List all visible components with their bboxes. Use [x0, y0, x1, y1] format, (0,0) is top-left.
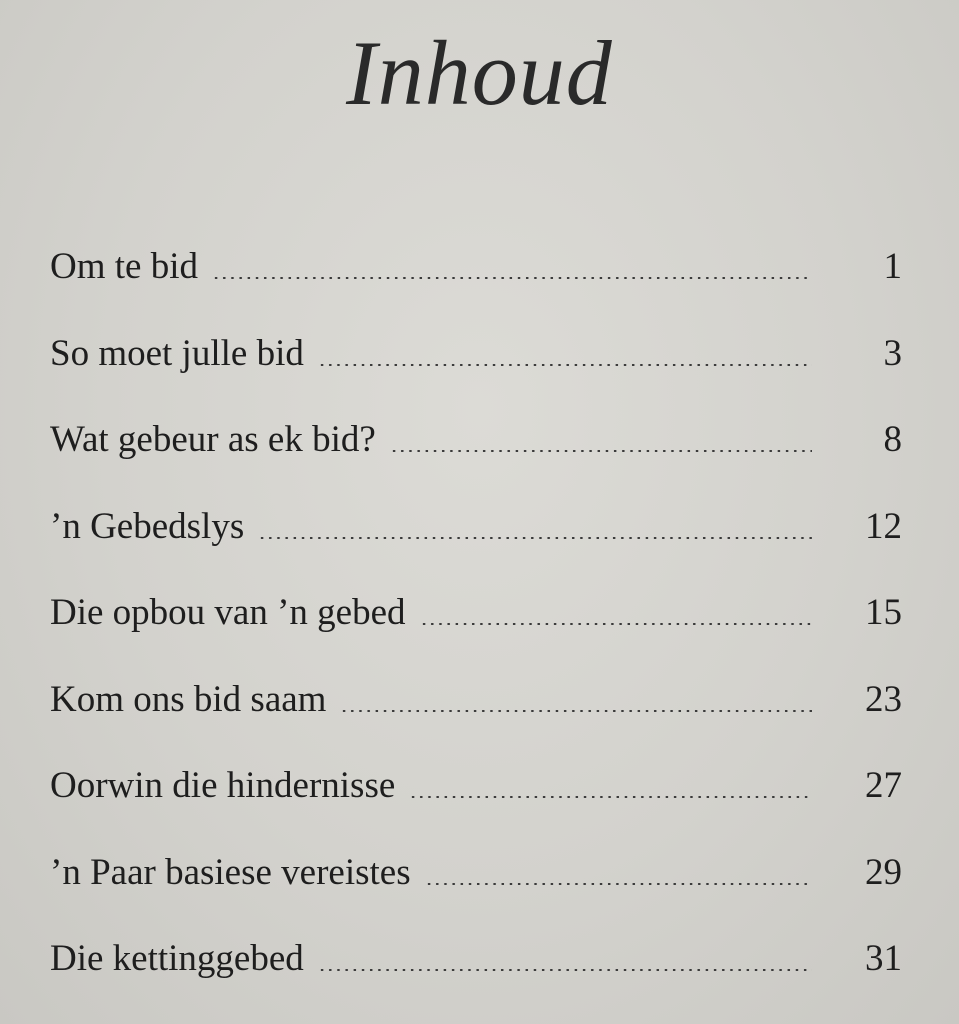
toc-entry-page-number: 12: [865, 505, 902, 547]
dot-leader: [318, 969, 812, 971]
dot-leader: [212, 277, 812, 279]
toc-entry: [50, 916, 902, 1003]
toc-entry: [50, 484, 902, 571]
toc-entry: [50, 570, 902, 657]
toc-entry-page-number: 31: [865, 938, 902, 980]
toc-entry: [50, 224, 902, 311]
dot-leader: [409, 796, 812, 798]
dot-leader: [420, 623, 812, 625]
toc-entry: [50, 830, 902, 917]
toc-entry-page-number: 8: [883, 419, 902, 461]
toc-entry: [50, 311, 902, 398]
table-of-contents: [50, 224, 902, 1003]
dot-leader: [258, 537, 812, 539]
toc-entry-page-number: 27: [865, 765, 902, 807]
toc-entry-title: Die opbou van ’n gebed: [50, 592, 406, 634]
toc-entry: [50, 657, 902, 744]
toc-entry-page-number: 29: [865, 851, 902, 893]
toc-entry: [50, 743, 902, 830]
toc-entry-page-number: 23: [865, 678, 902, 720]
toc-entry-title: Kom ons bid saam: [50, 678, 327, 720]
toc-entry-title: Wat gebeur as ek bid?: [50, 419, 376, 461]
dot-leader: [340, 710, 812, 712]
toc-entry-page-number: 15: [865, 592, 902, 634]
toc-entry-title: Om te bid: [50, 246, 198, 288]
toc-entry-title: ’n Gebedslys: [50, 505, 245, 547]
toc-entry-title: Die kettinggebed: [50, 938, 304, 980]
dot-leader: [390, 450, 812, 452]
toc-entry: [50, 397, 902, 484]
toc-entry-title: Oorwin die hindernisse: [50, 765, 396, 807]
page-title: Inhoud: [346, 22, 613, 124]
toc-entry-page-number: 3: [883, 332, 902, 374]
toc-entry-title: So moet julle bid: [50, 332, 304, 374]
dot-leader: [318, 364, 812, 366]
toc-entry-title: ’n Paar basiese vereistes: [50, 851, 411, 893]
toc-entry-page-number: 1: [883, 246, 902, 288]
dot-leader: [425, 883, 812, 885]
